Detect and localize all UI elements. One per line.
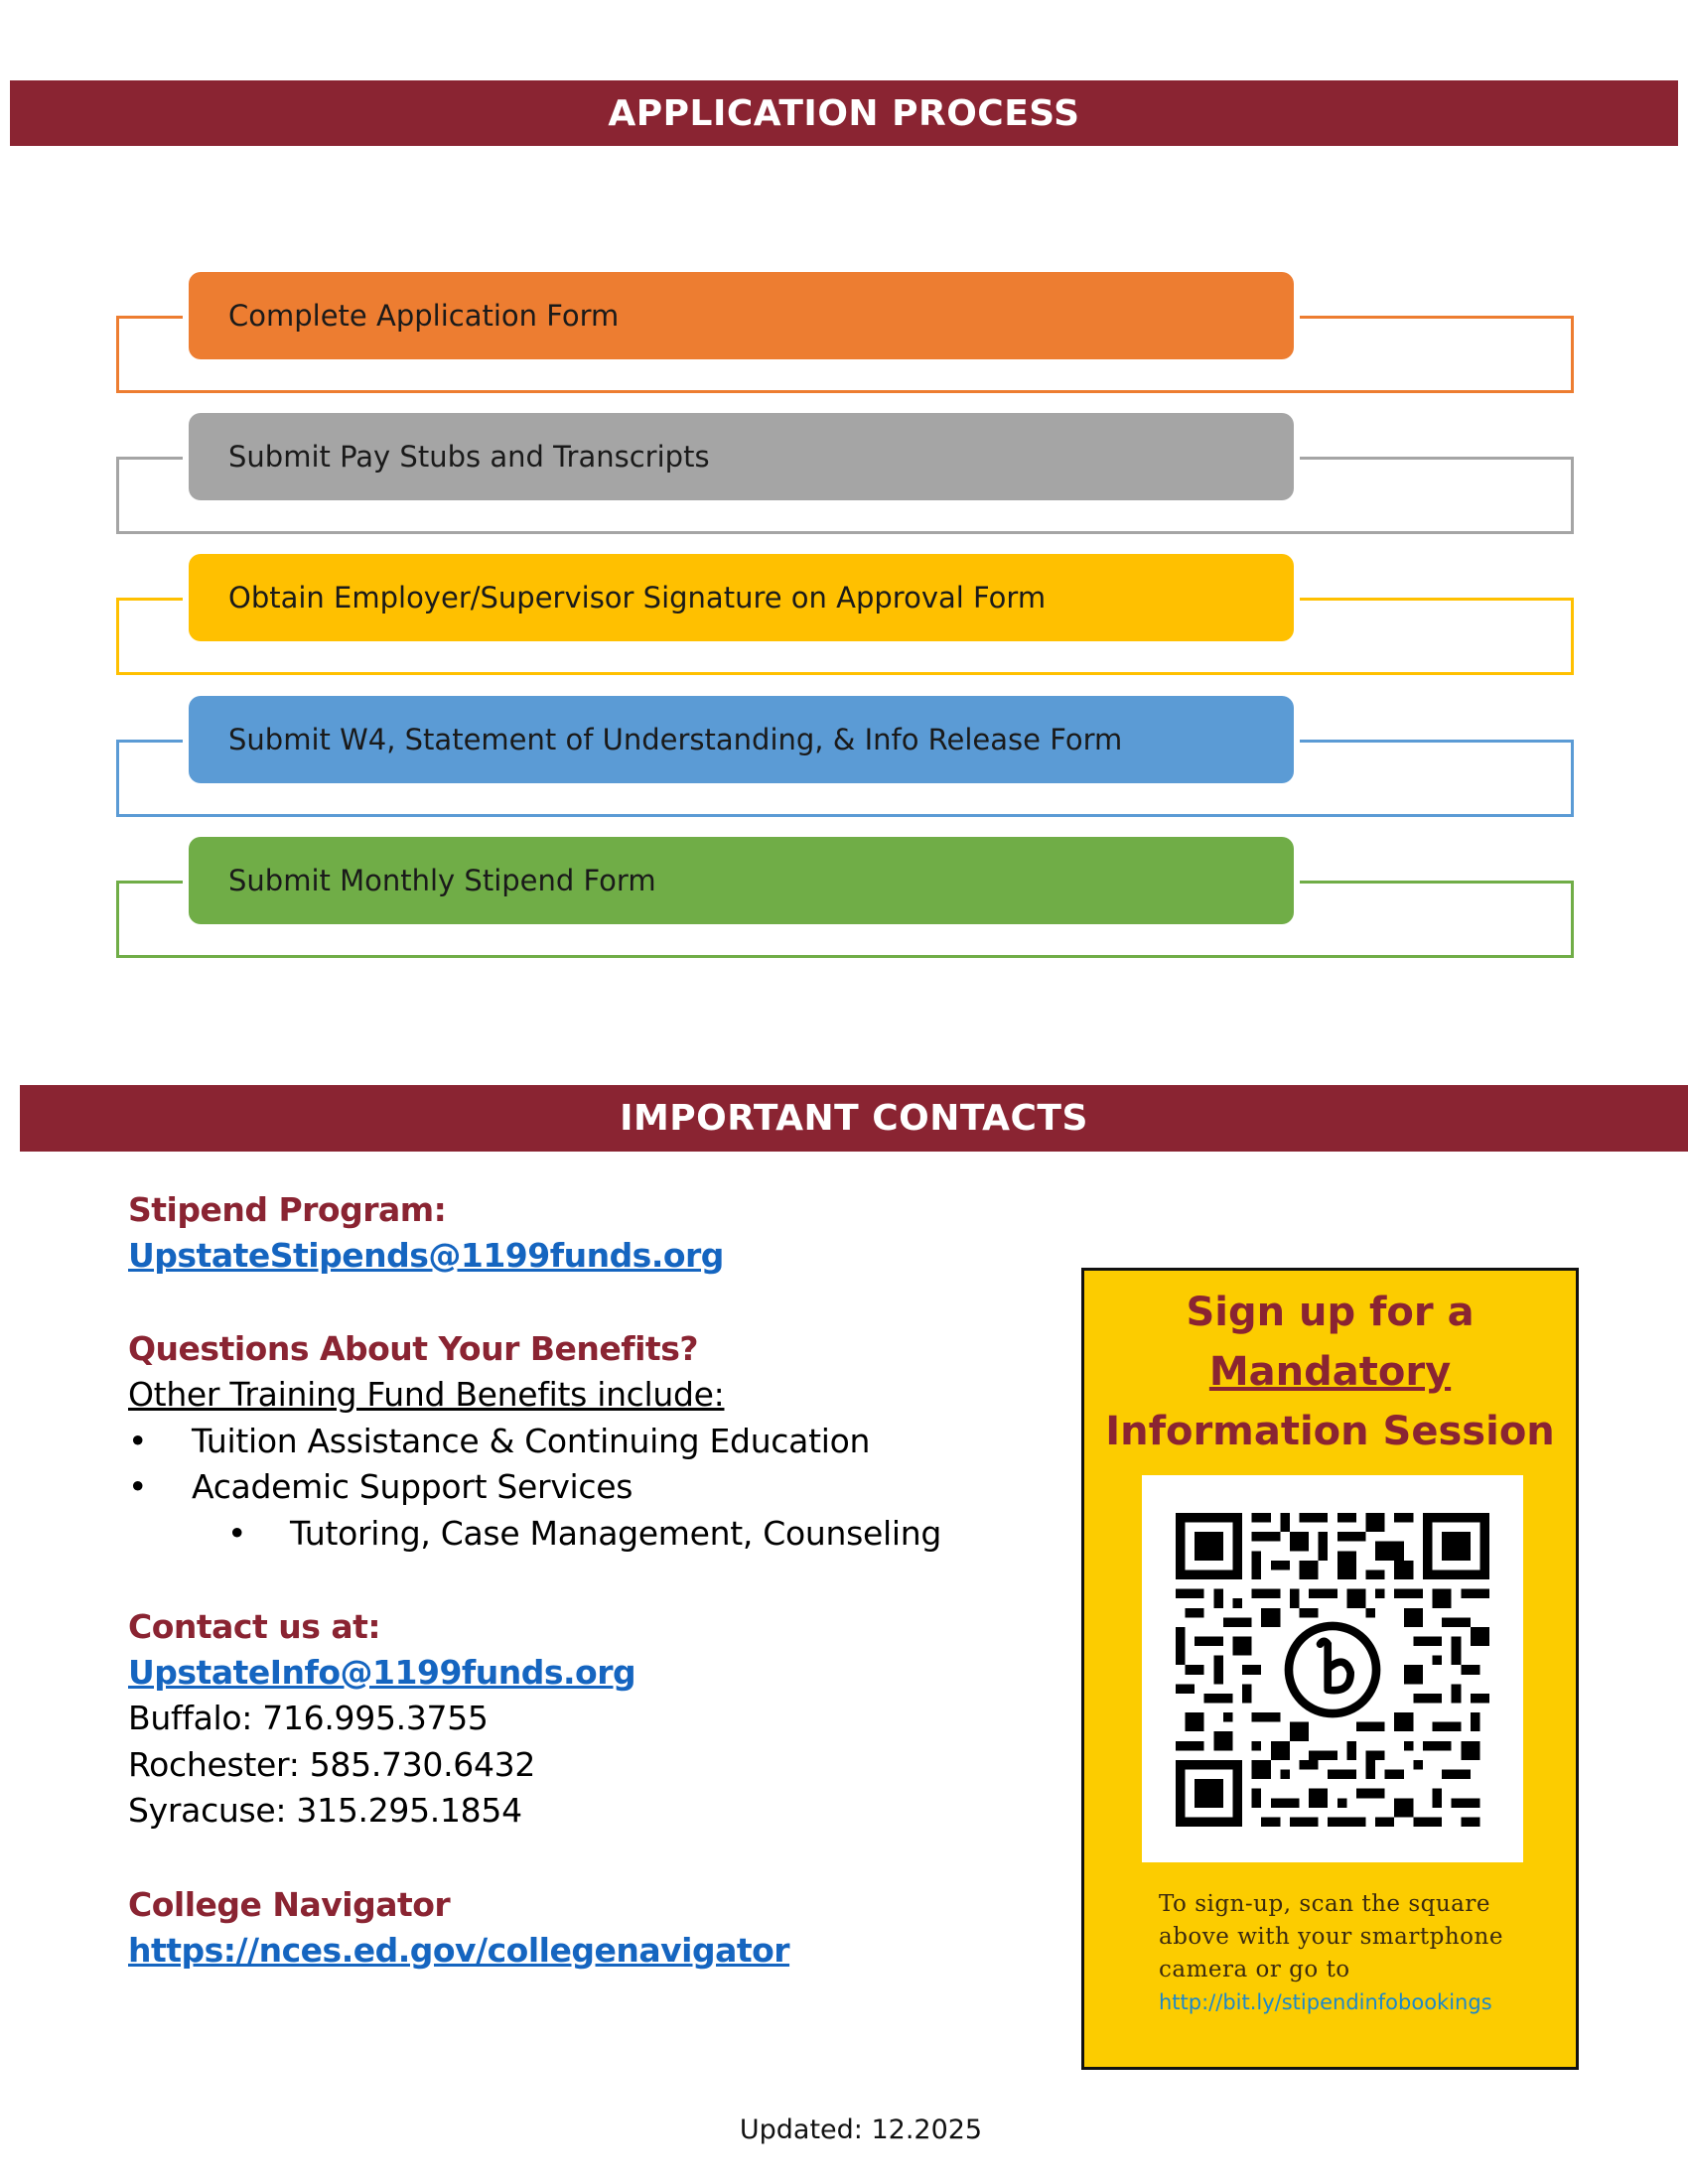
signup-instructions — [1159, 1888, 1556, 2019]
qr-code-icon — [1176, 1513, 1489, 1827]
step-label: Obtain Employer/Supervisor Signature on Approval Form — [228, 581, 1047, 614]
process-step-1 — [116, 272, 1574, 431]
process-step-2 — [116, 413, 1574, 572]
step-pill — [189, 554, 1294, 641]
college-navigator-heading: College Navigator — [128, 1884, 451, 1924]
signup-title-line1: Sign up for a — [1186, 1290, 1475, 1335]
step-pill — [189, 413, 1294, 500]
step-label: Submit W4, Statement of Understanding, & Info Release Form — [228, 723, 1123, 756]
benefits-subheading: Other Training Fund Benefits include: — [128, 1375, 725, 1414]
signup-url-link[interactable]: http://bit.ly/stipendinfobookings — [1159, 1990, 1492, 2014]
process-step-3 — [116, 554, 1574, 713]
important-contacts-header — [20, 1085, 1688, 1152]
signup-title-line3: Information Session — [1105, 1409, 1555, 1454]
step-pill — [189, 696, 1294, 783]
stipend-email-link[interactable]: UpstateStipends@1199funds.org — [128, 1236, 724, 1275]
signup-instructions-text: To sign-up, scan the square above with your smartphone camera or go to — [1159, 1891, 1503, 1982]
phone-rochester: Rochester: 585.730.6432 — [128, 1744, 536, 1784]
signup-box — [1081, 1268, 1579, 2070]
benefits-heading: Questions About Your Benefits? — [128, 1329, 698, 1368]
college-navigator-link[interactable]: https://nces.ed.gov/collegenavigator — [128, 1930, 790, 1970]
application-process-header — [10, 80, 1678, 146]
contacts-section — [128, 1187, 1022, 1974]
benefit-item-text: Academic Support Services — [192, 1467, 633, 1506]
important-contacts-title: IMPORTANT CONTACTS — [620, 1098, 1088, 1139]
step-label: Complete Application Form — [228, 299, 620, 333]
info-email-link[interactable]: UpstateInfo@1199funds.org — [128, 1653, 636, 1692]
step-pill — [189, 837, 1294, 924]
qr-code[interactable] — [1142, 1475, 1523, 1862]
application-process-title: APPLICATION PROCESS — [608, 92, 1080, 134]
signup-title — [1084, 1283, 1576, 1461]
updated-date: Updated: 12.2025 — [739, 2115, 983, 2145]
phone-syracuse: Syracuse: 315.295.1854 — [128, 1791, 522, 1830]
benefit-item — [128, 1419, 1022, 1465]
step-label: Submit Pay Stubs and Transcripts — [228, 440, 710, 474]
step-label: Submit Monthly Stipend Form — [228, 864, 656, 897]
process-step-4 — [116, 696, 1574, 855]
process-step-5 — [116, 837, 1574, 996]
step-pill — [189, 272, 1294, 359]
contact-us-heading: Contact us at: — [128, 1607, 381, 1646]
benefit-sub-item-text: Tutoring, Case Management, Counseling — [290, 1513, 942, 1553]
phone-buffalo: Buffalo: 716.995.3755 — [128, 1699, 489, 1737]
stipend-program-heading: Stipend Program: — [128, 1190, 447, 1229]
signup-title-mandatory: Mandatory — [1208, 1349, 1452, 1395]
benefit-item — [128, 1464, 1022, 1511]
benefit-item-text: Tuition Assistance & Continuing Education — [192, 1421, 871, 1460]
benefit-sub-item — [128, 1511, 1022, 1558]
